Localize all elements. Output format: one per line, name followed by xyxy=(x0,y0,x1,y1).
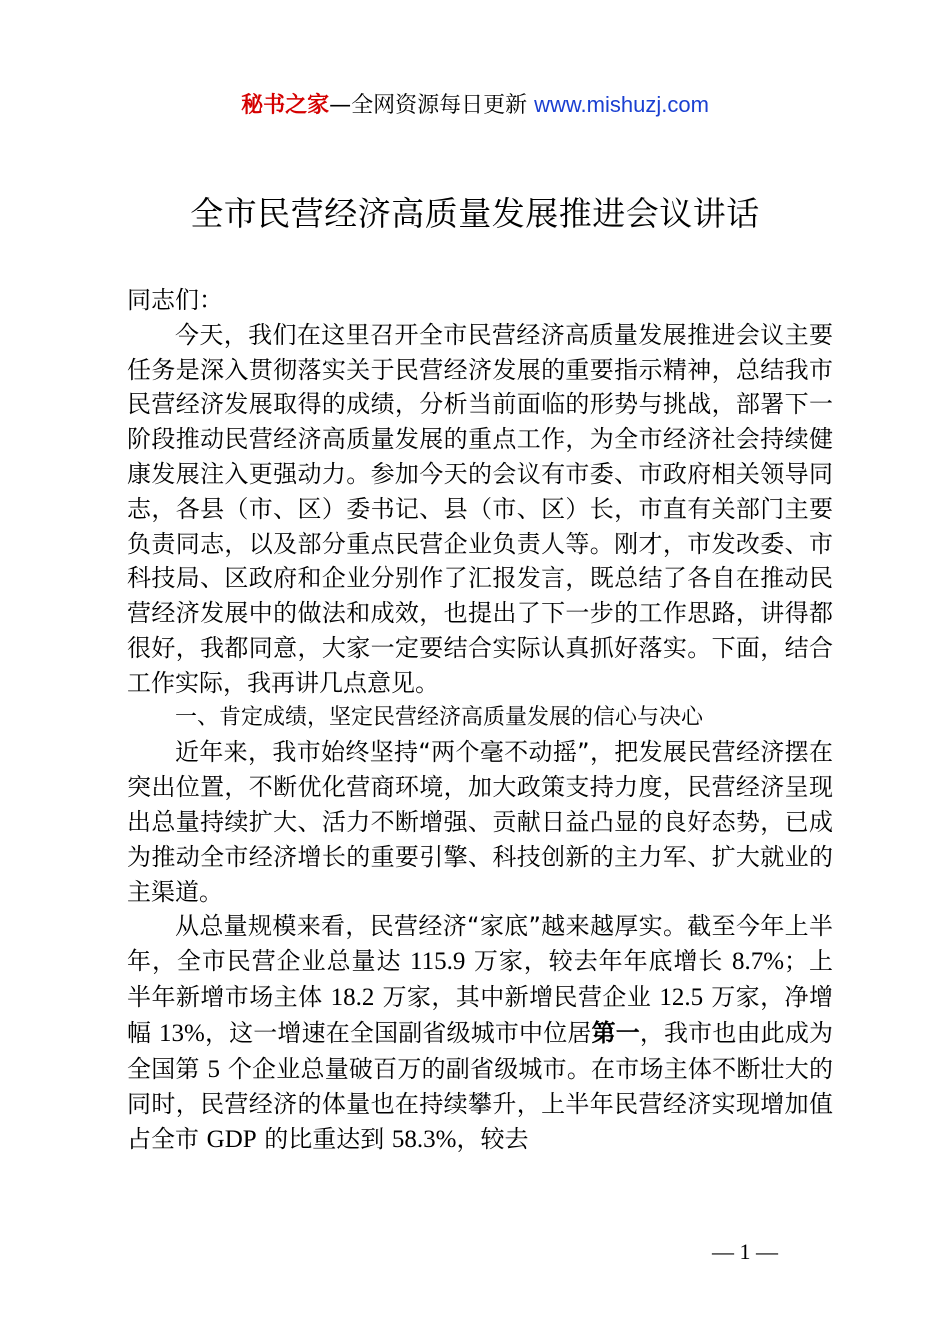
text-run: ，这一增速在全国副省级城市中位居 xyxy=(204,1018,592,1047)
salutation: 同志们： xyxy=(127,286,223,314)
text-run: ，我市也由此成为全国第 xyxy=(127,1018,833,1083)
text-run: 万家，较去年年底增长 xyxy=(465,947,732,976)
number-value: GDP xyxy=(206,1126,257,1154)
text-run: 个企业总量破百万的副省级城市。在市场主体不断壮大的同时，民营经济的体量也在持续攀升，上半年民营经济实现增加值占全市 xyxy=(127,1054,833,1154)
text-run: ；上半年新增市场主体 xyxy=(127,947,833,1011)
text-run: 万家，其中新增民营企业 xyxy=(374,982,660,1011)
number-value: 115.9 xyxy=(410,948,466,976)
number-value: 18.2 xyxy=(330,983,375,1011)
document-title: 全市民营经济高质量发展推进会议讲话 xyxy=(190,194,760,233)
number-value: 58.3% xyxy=(391,1126,457,1154)
site-header xyxy=(0,88,950,123)
text-run: 的比重达到 xyxy=(256,1125,392,1154)
number-value: 12.5 xyxy=(659,983,704,1011)
site-url-link[interactable]: www.mishuzj.com xyxy=(534,92,709,117)
site-tagline: —全网资源每日更新 xyxy=(329,93,535,118)
text-run: ，较去 xyxy=(456,1125,529,1154)
statistics-paragraph xyxy=(127,909,833,1158)
bold-emphasis: 第一 xyxy=(591,1018,640,1047)
text-run: 万家，净增幅 xyxy=(127,982,833,1047)
site-brand: 秘书之家 xyxy=(241,93,330,118)
number-value: 13% xyxy=(158,1019,205,1047)
number-value: 5 xyxy=(207,1055,220,1083)
intro-paragraph: 今天，我们在这里召开全市民营经济高质量发展推进会议主要任务是深入贯彻落实关于民营经济发展的重要指示精神，总结我市民营经济发展取得的成绩，分析当前面临的形势与挑战，部署下一阶段推动民营经济高质量发展的重点工作，为全市经济社会持续健康发展注入更强动力。参加今天的会议有市委、市政府相关领导同志，各县（市、区）委书记、县（市、区）长，市直有关部门主要负责同志，以及部分重点民营企业负责人等。刚才，市发改委、市科技局、区政府和企业分别作了汇报发言，既总结了各自在推动民营经济发展中的做法和成效，也提出了下一步的工作思路，讲得都很好，我都同意，大家一定要结合实际认真抓好落实。下面，结合工作实际，我再讲几点意见。 xyxy=(127,320,833,697)
text-run: 从总量规模来看，民营经济“家底”越来越厚实。截至今年上半年，全市民营企业总量达 xyxy=(127,912,833,976)
document-body xyxy=(127,283,833,1158)
section-paragraph: 近年来，我市始终坚持“两个毫不动摇”，把发展民营经济摆在突出位置，不断优化营商环境，加大政策支持力度，民营经济呈现出总量持续扩大、活力不断增强、贡献日益凸显的良好态势，已成为推动全市经济增长的重要引擎、科技创新的主力军、扩大就业的主渠道。 xyxy=(127,738,833,906)
section-heading: 一、肯定成绩，坚定民营经济高质量发展的信心与决心 xyxy=(175,704,704,730)
page-number: — 1 — xyxy=(712,1239,778,1264)
number-value: 8.7% xyxy=(731,948,785,976)
